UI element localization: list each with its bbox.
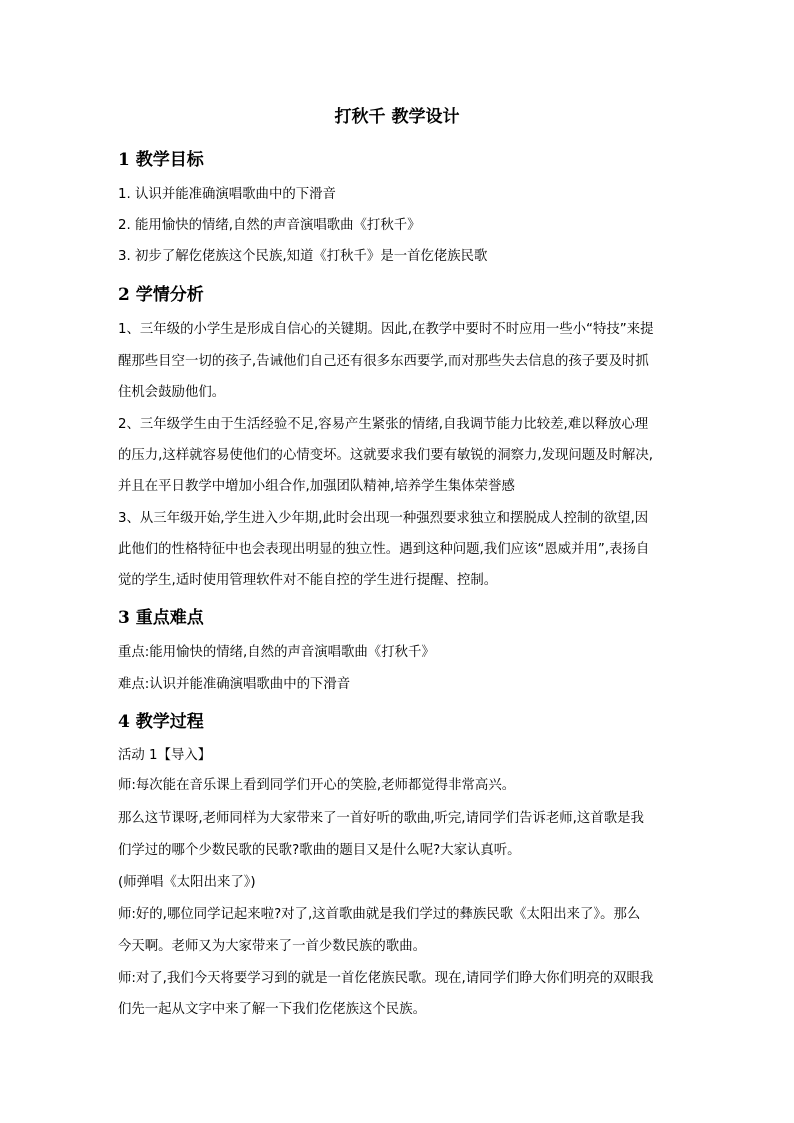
analysis-line: 觉的学生,适时使用管理软件对不能自控的学生进行提醒、控制。 <box>118 573 498 588</box>
process-line: 活动 1【导入】 <box>118 748 212 763</box>
section-heading-analysis: 2 学情分析 <box>118 285 204 305</box>
process-line: 们先一起从文字中来了解一下我们仡佬族这个民族。 <box>118 1002 426 1017</box>
analysis-line: 1、三年级的小学生是形成自信心的关键期。因此,在教学中要时不时应用一些小“特技”来提 <box>118 322 654 337</box>
analysis-line: 并且在平日教学中增加小组合作,加强团队精神,培养学生集体荣誉感 <box>118 479 515 494</box>
document-title: 打秋千 教学设计 <box>334 107 460 127</box>
process-line: 今天啊。老师又为大家带来了一首少数民族的歌曲。 <box>118 939 426 954</box>
analysis-line: 的压力,这样就容易使他们的心情变坏。这就要求我们要有敏锐的洞察力,发现问题及时解决, <box>118 448 654 463</box>
key-point-line: 重点:能用愉快的情绪,自然的声音演唱歌曲《打秋千》 <box>118 645 435 660</box>
process-line: 师:每次能在音乐课上看到同学们开心的笑脸,老师都觉得非常高兴。 <box>118 778 516 793</box>
analysis-line: 3、从三年级开始,学生进入少年期,此时会出现一种强烈要求独立和摆脱成人控制的欲望,因 <box>118 511 649 526</box>
process-line: 们学过的哪个少数民歌的民歌?歌曲的题目又是什么呢?大家认真听。 <box>118 843 521 858</box>
key-point-line: 难点:认识并能准确演唱歌曲中的下滑音 <box>118 677 351 692</box>
analysis-line: 醒那些目空一切的孩子,告诫他们自己还有很多东西要学,而对那些失去信息的孩子要及时抓 <box>118 354 649 369</box>
analysis-line: 2、三年级学生由于生活经验不足,容易产生紧张的情绪,自我调节能力比较差,难以释放心理 <box>118 417 649 432</box>
section-heading-objectives: 1 教学目标 <box>118 150 204 170</box>
section-heading-process: 4 教学过程 <box>118 712 204 732</box>
objective-line: 1. 认识并能准确演唱歌曲中的下滑音 <box>118 187 336 202</box>
analysis-line: 住机会鼓励他们。 <box>118 385 226 400</box>
objective-line: 2. 能用愉快的情绪,自然的声音演唱歌曲《打秋千》 <box>118 218 421 233</box>
objective-line: 3. 初步了解仡佬族这个民族,知道《打秋千》是一首仡佬族民歌 <box>118 249 488 264</box>
process-line: 那么这节课呀,老师同样为大家带来了一首好听的歌曲,听完,请同学们告诉老师,这首歌是我 <box>118 811 644 826</box>
section-heading-key-points: 3 重点难点 <box>118 608 204 628</box>
process-line: 师:对了,我们今天将要学习到的就是一首仡佬族民歌。现在,请同学们睁大你们明亮的双眼我 <box>118 971 654 986</box>
analysis-line: 此他们的性格特征中也会表现出明显的独立性。遇到这种问题,我们应该“恩威并用”,表扬自 <box>118 542 650 557</box>
process-line: (师弹唱《太阳出来了》) <box>118 875 256 890</box>
process-line: 师:好的,哪位同学记起来啦?对了,这首歌曲就是我们学过的彝族民歌《太阳出来了》。那么 <box>118 907 641 922</box>
